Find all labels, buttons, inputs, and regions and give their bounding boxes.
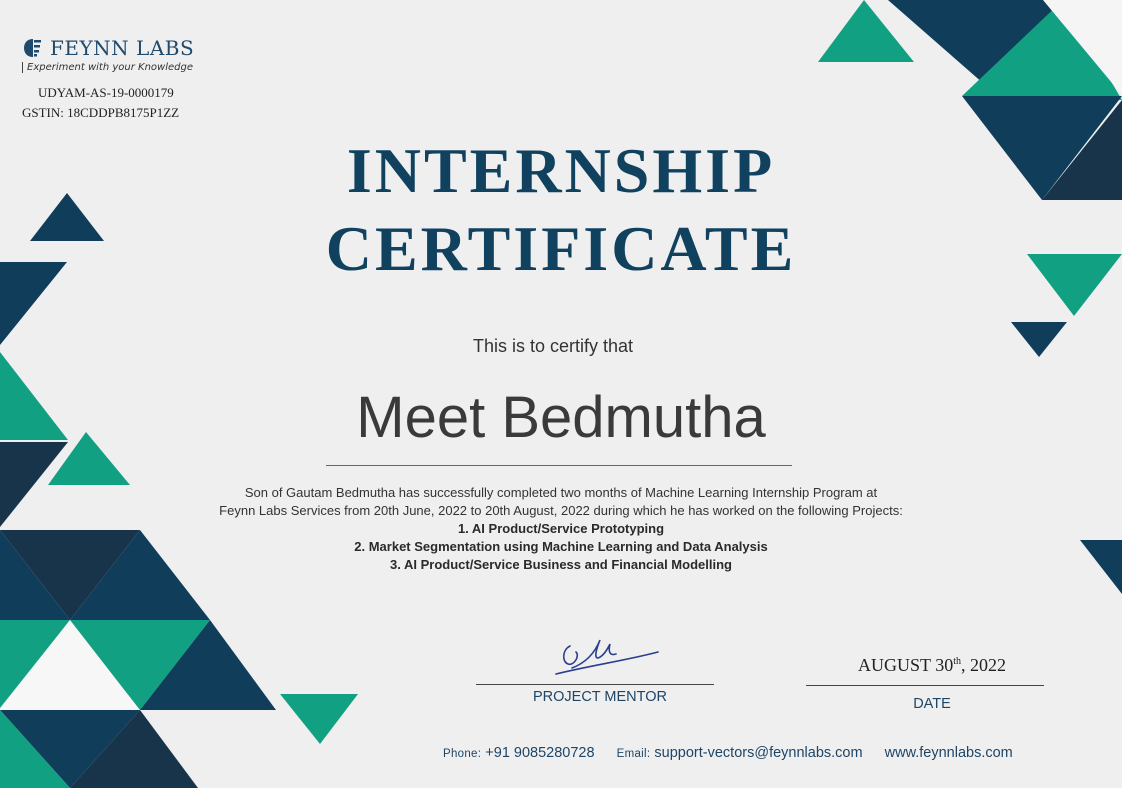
certificate-title-line2: CERTIFICATE: [325, 213, 797, 284]
body-line: Feynn Labs Services from 20th June, 2022 to 20th August, 2022 during which he has worked on the following Projects:: [219, 503, 903, 518]
website-url: www.feynnlabs.com: [884, 745, 1013, 761]
phone-number: +91 9085280728: [485, 745, 595, 761]
registration-info: [22, 83, 222, 123]
date-line: [806, 685, 1044, 686]
email-address: support-vectors@feynnlabs.com: [654, 745, 863, 761]
date-label: DATE: [913, 696, 951, 712]
project-item: 1. AI Product/Service Prototyping: [457, 521, 665, 536]
company-logo-block: [22, 36, 222, 123]
deco-triangle: [1080, 540, 1122, 594]
mentor-signature: [548, 628, 664, 680]
company-tagline: Experiment with your Knowledge: [22, 62, 222, 73]
project-item: 2. Market Segmentation using Machine Learning and Data Analysis: [354, 539, 768, 554]
project-mentor-label: PROJECT MENTOR: [532, 689, 667, 705]
gstin-number: GSTIN: 18CDDPB8175P1ZZ: [22, 105, 180, 120]
certificate-body: [150, 484, 972, 574]
contact-footer: [443, 745, 1013, 761]
deco-triangle: [280, 694, 358, 744]
recipient-name: Meet Bedmutha: [356, 385, 766, 450]
issue-date: AUGUST 30th, 2022: [858, 655, 1006, 675]
project-item: 3. AI Product/Service Business and Financial Modelling: [390, 557, 732, 572]
brain-icon: [22, 37, 44, 59]
udyam-number: UDYAM-AS-19-0000179: [38, 85, 174, 100]
company-name: FEYNN LABS: [50, 36, 195, 60]
phone-label: Phone:: [443, 748, 482, 760]
body-line: Son of Gautam Bedmutha has successfully completed two months of Machine Learning Internship Program at: [244, 485, 878, 500]
certify-text: This is to certify that: [472, 336, 634, 356]
email-label: Email:: [616, 748, 651, 760]
certificate-title-line1: INTERNSHIP: [346, 135, 776, 206]
name-underline: [326, 465, 792, 466]
mentor-signature-line: [476, 684, 714, 685]
